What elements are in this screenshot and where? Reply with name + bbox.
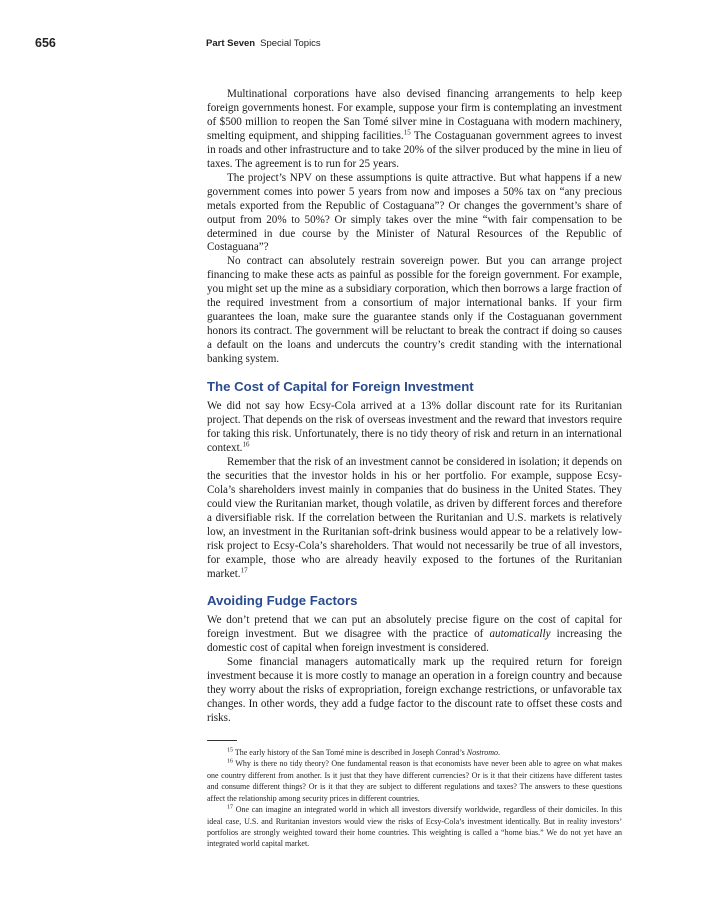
- paragraph: We did not say how Ecsy-Cola arrived at a 13% dollar discount rate for its Ruritanian project. That depends on the risk of overseas investment and the reward that investors require for taking this risk. Unfortunately, there is no tidy theory of risk and return in an international context.$^{16}$: [207, 400, 622, 454]
- paragraph: No contract can absolutely restrain sovereign power. But you can arrange project financing to make these acts as painful as possible for the foreign government. For example, you might set up the mine as a subsidiary corporation, which then borrows a large fraction of the required investment from a consortium of major international banks. If your firm guarantees the loan, make sure the guarantee stands only if the Costaguanan government honors its contract. The government will be reluctant to break the contract if doing so causes a default on the loans and undercuts the country’s credit standing with the international banking system.: [207, 255, 622, 366]
- paragraph: Remember that the risk of an investment cannot be considered in isolation; it depends on the securities that the investor holds in his or her portfolio. For example, suppose Ecsy-Cola’s shareholders invest mainly in companies that do business in the United States. They could view the Ruritanian market, though volatile, as driven by different forces and therefore a diversifiable risk. If the correlation between the Ruritanian and U.S. markets is relatively low, an investment in the Ruritanian soft-drink business would appear to be a relatively low-risk project to Ecsy-Cola’s shareholders. That would not necessarily be true of all investors, for example, those who are already heavily exposed to the fortunes of the Ruritanian market.$^{17}$: [207, 455, 622, 580]
- paragraph: We don’t pretend that we can put an absolutely precise figure on the cost of capital for foreign investment. But we disagree with the practice of automatically increasing the domestic cost of capital when foreign investment is considered.: [207, 614, 622, 655]
- footnote: $^{16}$ Why is there no tidy theory? One fundamental reason is that economists have never been able to agree on what makes one country different from another. Is it just that they have different currencies? Or is it that their citizens have different tastes and consume different things? Or is it that they are subject to different regulations and taxes? The answers to these questions affect the relationship among security prices in different countries.: [207, 758, 622, 803]
- footnote-divider: [207, 740, 237, 741]
- part-label: Part Seven: [206, 38, 256, 49]
- section-heading: The Cost of Capital for Foreign Investment: [207, 379, 474, 395]
- section-heading: Avoiding Fudge Factors: [207, 593, 358, 609]
- paragraph: The project’s NPV on these assumptions is quite attractive. But what happens if a new government comes into power 5 years from now and imposes a 50% tax on “any precious metals exported from the Republic of Costaguana”? Or changes the government’s share of output from 20% to 50%? Or simply takes over the mine “with fair compensation to be determined in due course by the Minister of Natural Resources of the Republic of Costaguana”?: [207, 171, 622, 254]
- footnote-ref[interactable]: 17: [240, 565, 248, 574]
- footnote-ref[interactable]: 16: [242, 440, 250, 449]
- footnote-ref[interactable]: 15: [403, 128, 411, 137]
- footnote: $^{17}$ One can imagine an integrated world in which all investors diversify worldwide, regardless of their domiciles. In this ideal case, U.S. and Ruritanian investors would view the risks of Ecsy-Cola’s investment identically. But in reality investors’ portfolios are strongly weighted toward their home countries. This weighting is called a “home bias.” We do not yet have an integrated world capital market.: [207, 804, 623, 849]
- page-number: 656: [35, 36, 56, 50]
- part-name: Special Topics: [260, 38, 321, 49]
- paragraph: Some financial managers automatically mark up the required return for foreign investment because it is more costly to manage an operation in a foreign country and because they worry about the risks of expropriation, foreign exchange restrictions, or unfavorable tax changes. In other words, they add a fudge factor to the discount rate to offset these costs and risks.: [207, 656, 622, 725]
- part-title: [206, 38, 321, 49]
- page-body: [207, 88, 622, 850]
- running-header: [0, 36, 702, 56]
- footnote: $^{15}$ The early history of the San Tomé mine is described in Joseph Conrad’s Nostromo.: [227, 747, 501, 758]
- paragraph: Multinational corporations have also devised financing arrangements to help keep foreign governments honest. For example, suppose your firm is contemplating an investment of $500 million to reopen the San Tomé silver mine in Costaguana with modern machinery, smelting equipment, and shipping facilities.$^{15}$ The Costaguanan government agrees to invest in roads and other infrastructure and to take 20% of the silver produced by the mine in lieu of taxes. The agreement is to run for 25 years.: [207, 88, 622, 170]
